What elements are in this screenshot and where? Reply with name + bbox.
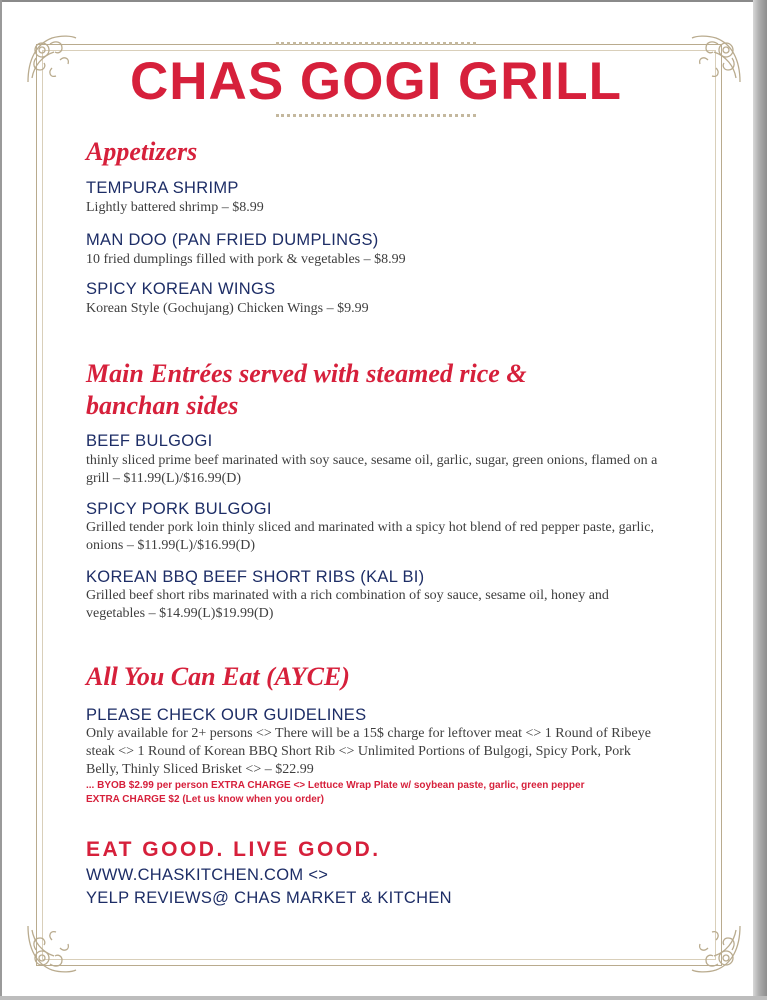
menu-item-description: Grilled beef short ribs marinated with a rich combination of soy sauce, sesame oil, honey and vegetables – $14.99(L)$19.99(D) — [86, 588, 609, 621]
menu-item-description: thinly sliced prime beef marinated with soy sauce, sesame oil, garlic, sugar, green onions, flamed on a grill – $11.99(L)/$16.99(D) — [86, 453, 658, 486]
menu-item-name: MAN DOO (PAN FRIED DUMPLINGS) — [86, 231, 379, 249]
page-edge-left — [0, 0, 2, 1000]
corner-flourish-icon — [688, 920, 746, 978]
ayce-guidelines-title: PLEASE CHECK OUR GUIDELINES — [86, 706, 367, 724]
entrees-heading-line1: Main Entrées served with steamed rice & — [86, 359, 527, 388]
menu-item-name: SPICY PORK BULGOGI — [86, 500, 272, 518]
menu-item-description: Lightly battered shrimp – $8.99 — [86, 200, 264, 215]
title-divider-top — [276, 42, 476, 49]
slogan: EAT GOOD. LIVE GOOD. — [86, 838, 381, 861]
ayce-description: Only available for 2+ persons <> There will be a 15$ charge for leftover meat <> 1 Round of Ribeye steak <> 1 Round of Korean BBQ Short Rib <> Unlimited Portions of Bulgogi, Spicy Pork, Pork Belly, Thinly Sliced Brisket <> – $22.99 — [86, 726, 651, 777]
menu-item-name: BEEF BULGOGI — [86, 432, 213, 450]
yelp-reviews: YELP REVIEWS@ CHAS MARKET & KITCHEN — [86, 889, 452, 907]
ayce-extra-charge-note: ... BYOB $2.99 per person EXTRA CHARGE <> Lettuce Wrap Plate w/ soybean paste, garlic, green pepper EXTRA CHARGE $2 (Let us know when you order) — [86, 780, 585, 805]
menu-item-description: 10 fried dumplings filled with pork & vegetables – $8.99 — [86, 252, 406, 267]
menu-item-name: TEMPURA SHRIMP — [86, 179, 239, 197]
menu-item-description: Korean Style (Gochujang) Chicken Wings – $9.99 — [86, 301, 369, 316]
corner-flourish-icon — [22, 920, 80, 978]
page-edge-bottom — [0, 996, 767, 1000]
ayce-heading: All You Can Eat (AYCE) — [86, 662, 350, 691]
entrees-heading-line2: banchan sides — [86, 391, 239, 420]
appetizers-heading: Appetizers — [86, 137, 198, 166]
menu-item-name: SPICY KOREAN WINGS — [86, 280, 276, 298]
title-divider-bottom — [276, 114, 476, 121]
page-edge-shadow — [753, 0, 767, 1000]
page-edge-top — [0, 0, 767, 2]
website-link: WWW.CHASKITCHEN.COM <> — [86, 866, 329, 884]
menu-item-description: Grilled tender pork loin thinly sliced and marinated with a spicy hot blend of red pepper paste, garlic, onions – $11.99(L)/$16.99(D) — [86, 520, 654, 553]
restaurant-title: CHAS GOGI GRILL — [130, 52, 622, 111]
menu-item-name: KOREAN BBQ BEEF SHORT RIBS (KAL BI) — [86, 568, 425, 586]
